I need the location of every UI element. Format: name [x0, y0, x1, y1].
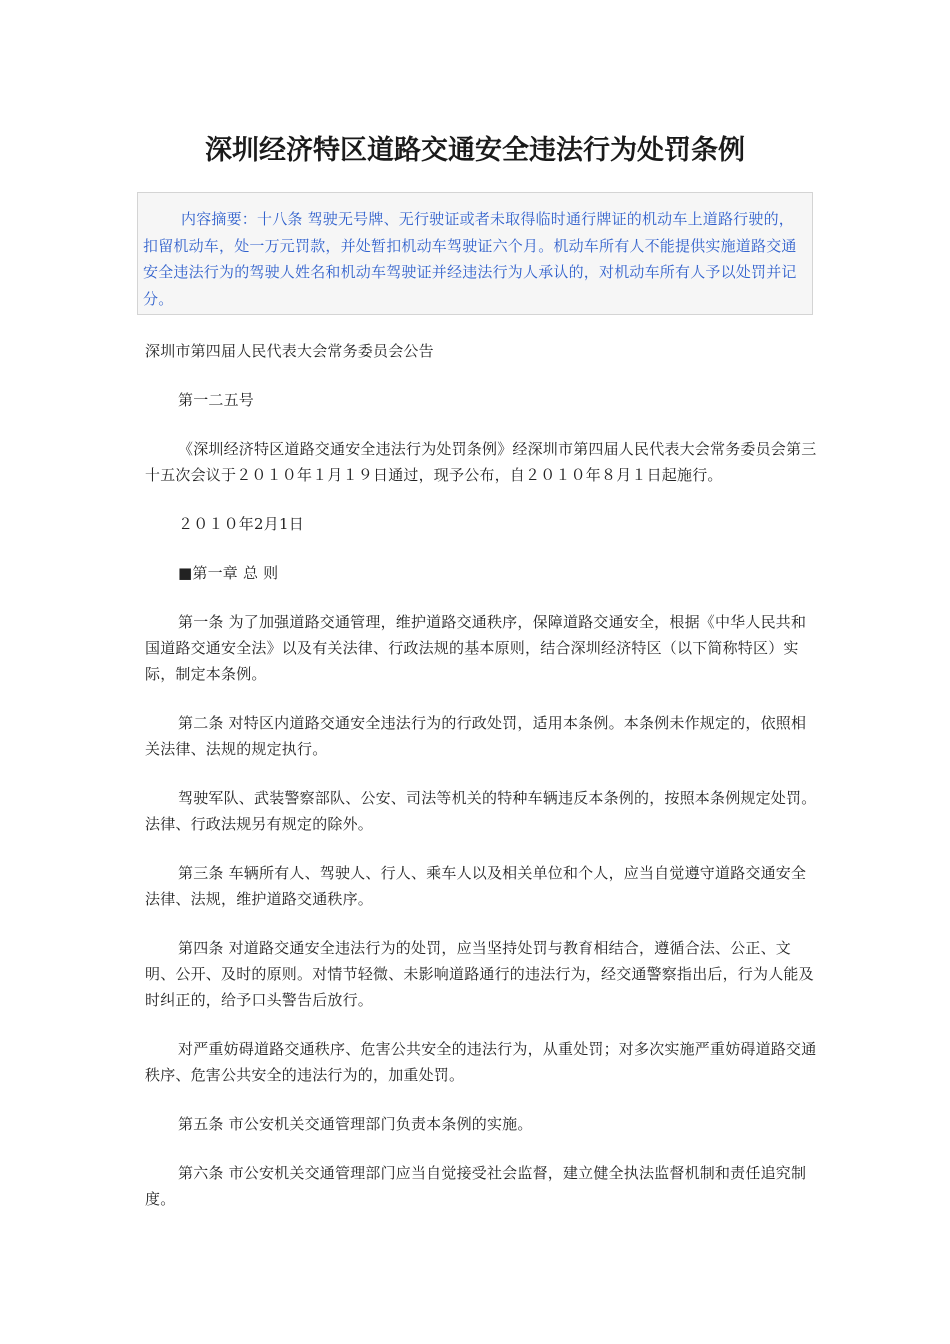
- announcement-number: 第一二五号: [178, 391, 255, 409]
- chapter-heading: ■第一章 总 则: [178, 564, 279, 582]
- article-paragraph: 第一条 为了加强道路交通管理，维护道路交通秩序，保障道路交通安全，根据《中华人民共和国道路交通安全法》以及有关法律、行政法规的基本原则，结合深圳经济特区（以下简称特区）实际，制定本条例。: [145, 613, 807, 683]
- announcement-body: 《深圳经济特区道路交通安全违法行为处罚条例》经深圳市第四届人民代表大会常务委员会第三十五次会议于２０１０年１月１９日通过，现予公布，自２０１０年８月１日起施行。: [145, 440, 817, 484]
- document-body: [145, 338, 817, 1235]
- article-paragraph: 第四条 对道路交通安全违法行为的处罚，应当坚持处罚与教育相结合，遵循合法、公正、文明、公开、及时的原则。对情节轻微、未影响道路通行的违法行为，经交通警察指出后，行为人能及时纠正的，给予口头警告后放行。: [145, 939, 814, 1009]
- summary-box: [137, 192, 813, 315]
- article-paragraph: 第六条 市公安机关交通管理部门应当自觉接受社会监督，建立健全执法监督机制和责任追究制度。: [145, 1164, 807, 1208]
- summary-text: 内容摘要：十八条 驾驶无号牌、无行驶证或者未取得临时通行牌证的机动车上道路行驶的，扣留机动车，处一万元罚款，并处暂扣机动车驾驶证六个月。机动车所有人不能提供实施道路交通安全违法行为的驾驶人姓名和机动车驾驶证并经违法行为人承认的，对机动车所有人予以处罚并记分。: [143, 210, 797, 308]
- article-paragraph: 驾驶军队、武装警察部队、公安、司法等机关的特种车辆违反本条例的，按照本条例规定处罚。法律、行政法规另有规定的除外。: [145, 789, 817, 833]
- announcement-date: ２０１０年2月1日: [178, 515, 304, 533]
- document-title: 深圳经济特区道路交通安全违法行为处罚条例: [205, 135, 745, 166]
- article-paragraph: 第二条 对特区内道路交通安全违法行为的行政处罚，适用本条例。本条例未作规定的，依照相关法律、法规的规定执行。: [145, 714, 807, 758]
- article-paragraph: 对严重妨碍道路交通秩序、危害公共安全的违法行为，从重处罚；对多次实施严重妨碍道路交通秩序、危害公共安全的违法行为的，加重处罚。: [145, 1040, 817, 1084]
- article-paragraph: 第三条 车辆所有人、驾驶人、行人、乘车人以及相关单位和个人，应当自觉遵守道路交通安全法律、法规，维护道路交通秩序。: [145, 864, 807, 908]
- article-paragraph: 第五条 市公安机关交通管理部门负责本条例的实施。: [178, 1115, 533, 1133]
- announcement-heading: 深圳市第四届人民代表大会常务委员会公告: [145, 342, 434, 360]
